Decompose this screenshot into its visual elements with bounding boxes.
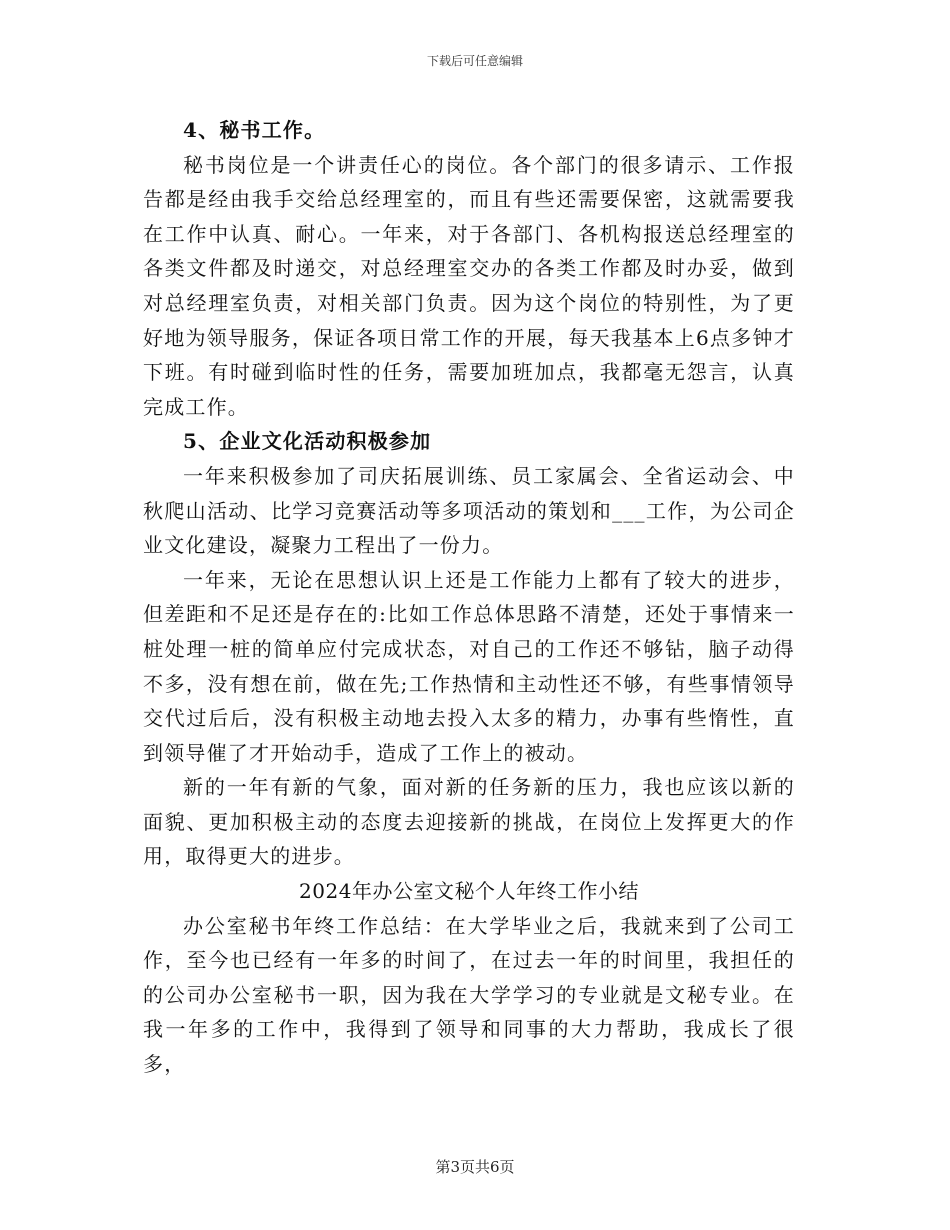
section-heading-secretary-work: 4、秘书工作。 (183, 118, 326, 142)
section-heading-corporate-culture: 5、企业文化活动积极参加 (183, 429, 432, 454)
body-paragraph: 新的一年有新的气象，面对新的任务新的压力，我也应该以新的面貌、更加积极主动的态度去迎接新的挑战，在岗位上发挥更大的作用，取得更大的进步。 (143, 775, 795, 869)
page-footer: 第3页共6页 (435, 1158, 515, 1176)
document-body (143, 113, 795, 1082)
body-paragraph: 一年来积极参加了司庆拓展训练、员工家属会、全省运动会、中秋爬山活动、比学习竞赛活动等多项活动的策划和___工作，为公司企业文化建设，凝聚力工程出了一份力。 (143, 463, 795, 558)
body-paragraph: 秘书岗位是一个讲责任心的岗位。各个部门的很多请示、工作报告都是经由我手交给总经理室的，而且有些还需要保密，这就需要我在工作中认真、耐心。一年来，对于各部门、各机构报送总经理室的各类文件都及时递交，对总经理室交办的各类工作都及时办妥，做到对总经理室负责，对相关部门负责。因为这个岗位的特别性，为了更好地为领导服务，保证各项日常工作的开展，每天我基本上6点多钟才下班。有时碰到临时性的任务，需要加班加点，我都毫无怨言，认真完成工作。 (143, 152, 795, 419)
article-title: 2024年办公室文秘个人年终工作小结 (299, 879, 639, 904)
body-paragraph: 一年来，无论在思想认识上还是工作能力上都有了较大的进步，但差距和不足还是存在的:比如工作总体思路不清楚，还处于事情来一桩处理一桩的简单应付完成状态，对自己的工作还不够钻，脑子动得不多，没有想在前，做在先;工作热情和主动性还不够，有些事情领导交代过后后，没有积极主动地去投入太多的精力，办事有些惰性，直到领导催了才开始动手，造成了工作上的被动。 (143, 567, 795, 765)
body-paragraph: 办公室秘书年终工作总结：在大学毕业之后，我就来到了公司工作，至今也已经有一年多的时间了，在过去一年的时间里，我担任的的公司办公室秘书一职，因为我在大学学习的专业就是文秘专业。在我一年多的工作中，我得到了领导和同事的大力帮助，我成长了很多， (143, 913, 795, 1077)
page-header: 下载后可任意编辑 (426, 54, 523, 68)
